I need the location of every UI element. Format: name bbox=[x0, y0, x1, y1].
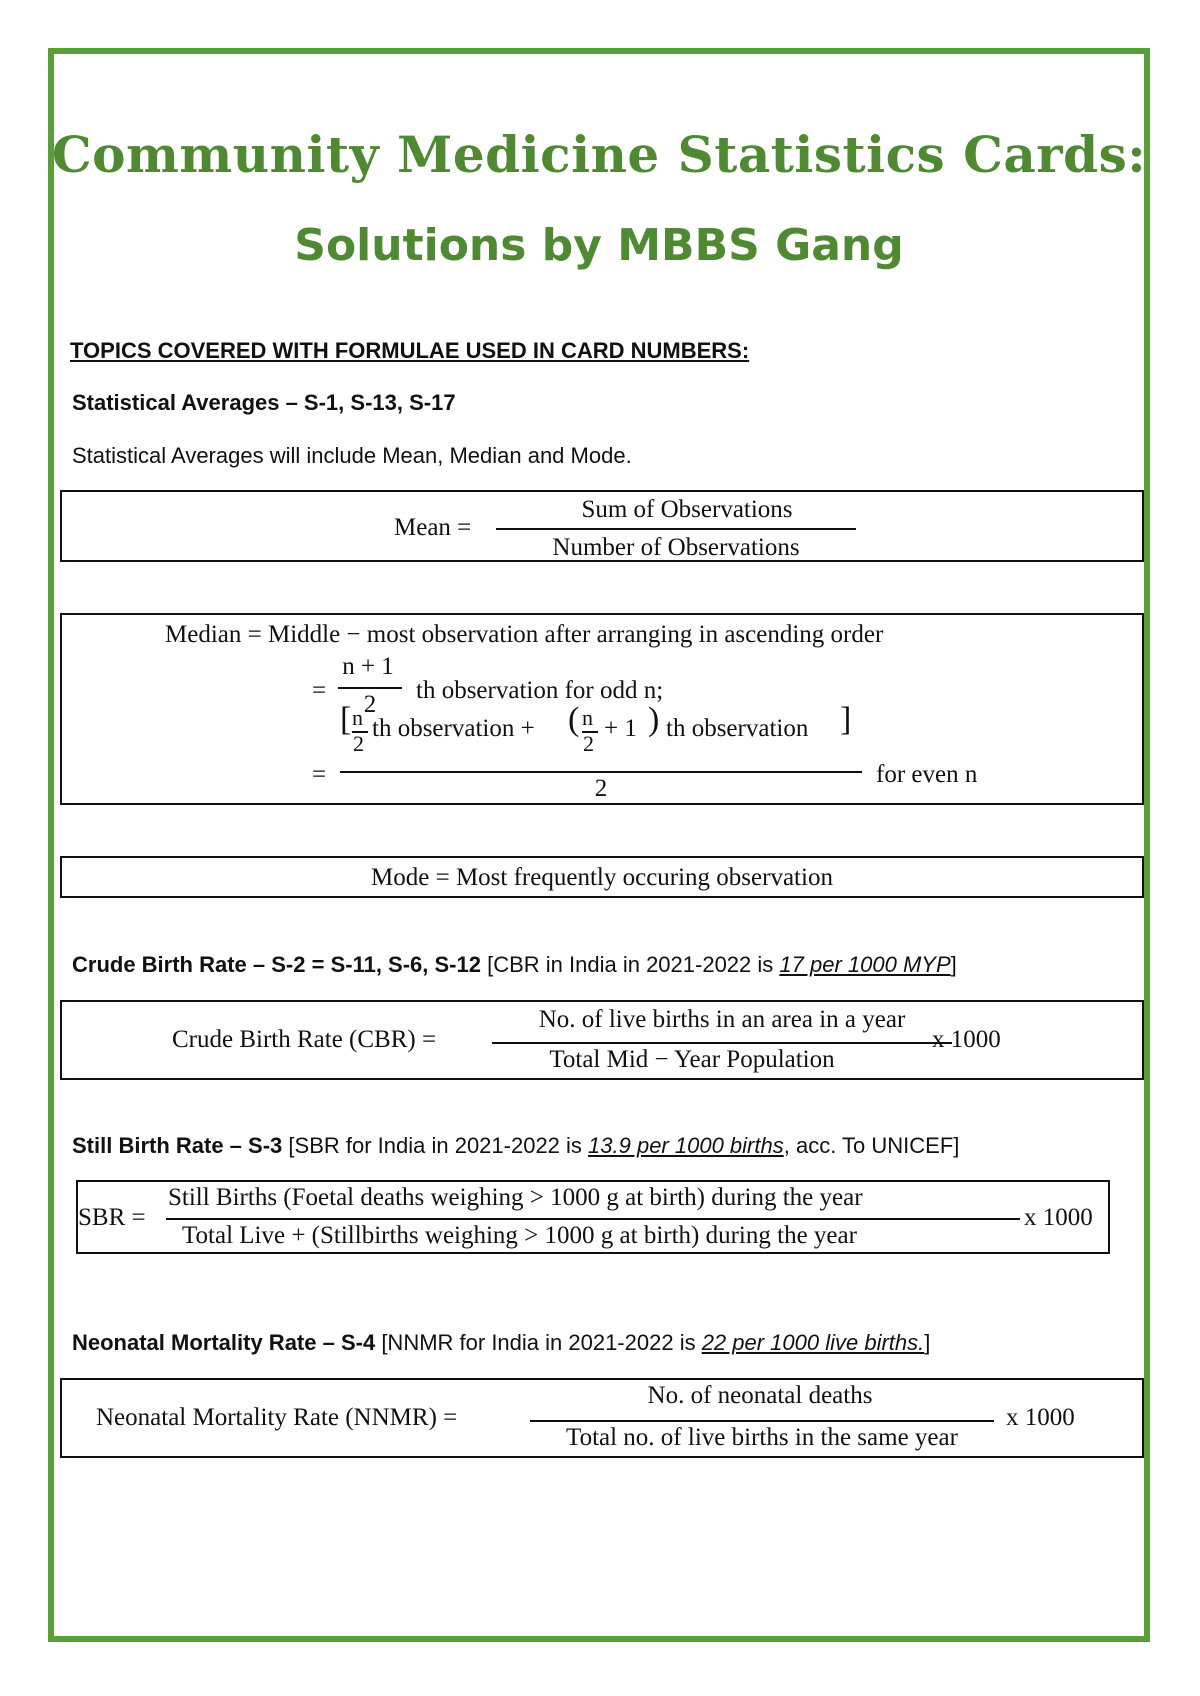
cbr-heading-line bbox=[72, 952, 957, 978]
mode-formula: Mode = Most frequently occuring observation bbox=[371, 864, 833, 891]
mean-fraction-bar bbox=[496, 528, 856, 530]
median-even-two: 2 bbox=[353, 731, 364, 756]
cbr-note-suffix: ] bbox=[950, 952, 957, 977]
nnmr-factor: x 1000 bbox=[1006, 1404, 1075, 1431]
median-even-equals: = bbox=[312, 761, 327, 788]
median-even-tail: th observation bbox=[666, 715, 809, 742]
sbr-heading: Still Birth Rate – S-3 bbox=[72, 1133, 283, 1158]
nnmr-note-suffix: ] bbox=[924, 1330, 931, 1355]
median-even-text: for even n bbox=[876, 761, 978, 788]
median-even-plus1: + 1 bbox=[604, 715, 637, 742]
sbr-note-suffix: , acc. To UNICEF] bbox=[783, 1133, 960, 1158]
nnmr-formula-box bbox=[60, 1378, 1144, 1458]
median-even-n2: n bbox=[582, 705, 593, 730]
cbr-lhs: Crude Birth Rate (CBR) = bbox=[172, 1026, 437, 1053]
median-even-n: n bbox=[352, 705, 363, 730]
sbr-fraction-bar bbox=[166, 1218, 1020, 1220]
mode-formula-box bbox=[60, 856, 1144, 898]
page-subtitle: Solutions by MBBS Gang bbox=[294, 220, 904, 271]
sbr-denominator: Total Live + (Stillbirths weighing > 1000 g at birth) during the year bbox=[182, 1222, 857, 1249]
sbr-note-prefix: [SBR for India in 2021-2022 is bbox=[288, 1133, 589, 1158]
averages-intro: Statistical Averages will include Mean, Median and Mode. bbox=[72, 443, 632, 468]
nnmr-fraction-bar bbox=[530, 1420, 994, 1422]
median-odd-text: th observation for odd n; bbox=[416, 677, 664, 704]
median-even-mid: th observation + bbox=[372, 715, 535, 742]
median-even-fraction-bar bbox=[340, 771, 862, 773]
mean-denominator: Number of Observations bbox=[552, 534, 800, 561]
mean-numerator: Sum of Observations bbox=[581, 496, 793, 523]
nnmr-numerator: No. of neonatal deaths bbox=[647, 1382, 873, 1409]
sbr-heading-line bbox=[72, 1133, 959, 1159]
median-even-numerator bbox=[340, 701, 860, 759]
cbr-india-value: 17 per 1000 MYP bbox=[779, 952, 951, 977]
sbr-formula-box bbox=[76, 1180, 1110, 1254]
cbr-heading: Crude Birth Rate – S-2 = S-11, S-6, S-12 bbox=[72, 952, 481, 977]
cbr-note-prefix: [CBR in India in 2021-2022 is bbox=[487, 952, 780, 977]
cbr-factor: x 1000 bbox=[932, 1026, 1001, 1053]
nnmr-note-prefix: [NNMR for India in 2021-2022 is bbox=[381, 1330, 702, 1355]
median-definition: Median = Middle − most observation after arranging in ascending order bbox=[165, 621, 884, 648]
cbr-denominator: Total Mid − Year Population bbox=[549, 1046, 835, 1073]
cbr-fraction-bar bbox=[492, 1042, 952, 1044]
median-odd-fraction-bar bbox=[338, 687, 402, 689]
averages-heading: Statistical Averages – S-1, S-13, S-17 bbox=[72, 390, 456, 415]
nnmr-heading-line bbox=[72, 1330, 930, 1356]
median-odd-equals: = bbox=[312, 677, 327, 704]
sbr-factor: x 1000 bbox=[1024, 1204, 1093, 1231]
right-bracket: ] bbox=[840, 701, 852, 738]
topics-heading: TOPICS COVERED WITH FORMULAE USED IN CARD NUMBERS: bbox=[70, 338, 750, 363]
page-title: Community Medicine Statistics Cards: bbox=[51, 125, 1147, 184]
cbr-numerator: No. of live births in an area in a year bbox=[538, 1006, 906, 1033]
median-even-two2: 2 bbox=[583, 731, 594, 756]
left-bracket: [ bbox=[340, 701, 352, 738]
left-paren: ( bbox=[568, 701, 580, 738]
nnmr-india-value: 22 per 1000 live births. bbox=[701, 1330, 925, 1355]
sbr-india-value: 13.9 per 1000 births bbox=[588, 1133, 784, 1158]
median-odd-denominator: 2 bbox=[363, 691, 377, 718]
sbr-numerator: Still Births (Foetal deaths weighing > 1000 g at birth) during the year bbox=[168, 1184, 863, 1211]
mean-lhs: Mean = bbox=[394, 514, 472, 541]
nnmr-denominator: Total no. of live births in the same year bbox=[566, 1424, 958, 1451]
mean-formula-box bbox=[60, 490, 1144, 562]
median-formula-box bbox=[60, 613, 1144, 805]
cbr-formula-box bbox=[60, 1000, 1144, 1080]
median-odd-numerator: n + 1 bbox=[342, 653, 394, 680]
median-even-denominator: 2 bbox=[594, 775, 608, 802]
nnmr-lhs: Neonatal Mortality Rate (NNMR) = bbox=[96, 1404, 458, 1431]
right-paren: ) bbox=[648, 701, 660, 738]
sbr-lhs: SBR = bbox=[78, 1204, 146, 1231]
nnmr-heading: Neonatal Mortality Rate – S-4 bbox=[72, 1330, 376, 1355]
